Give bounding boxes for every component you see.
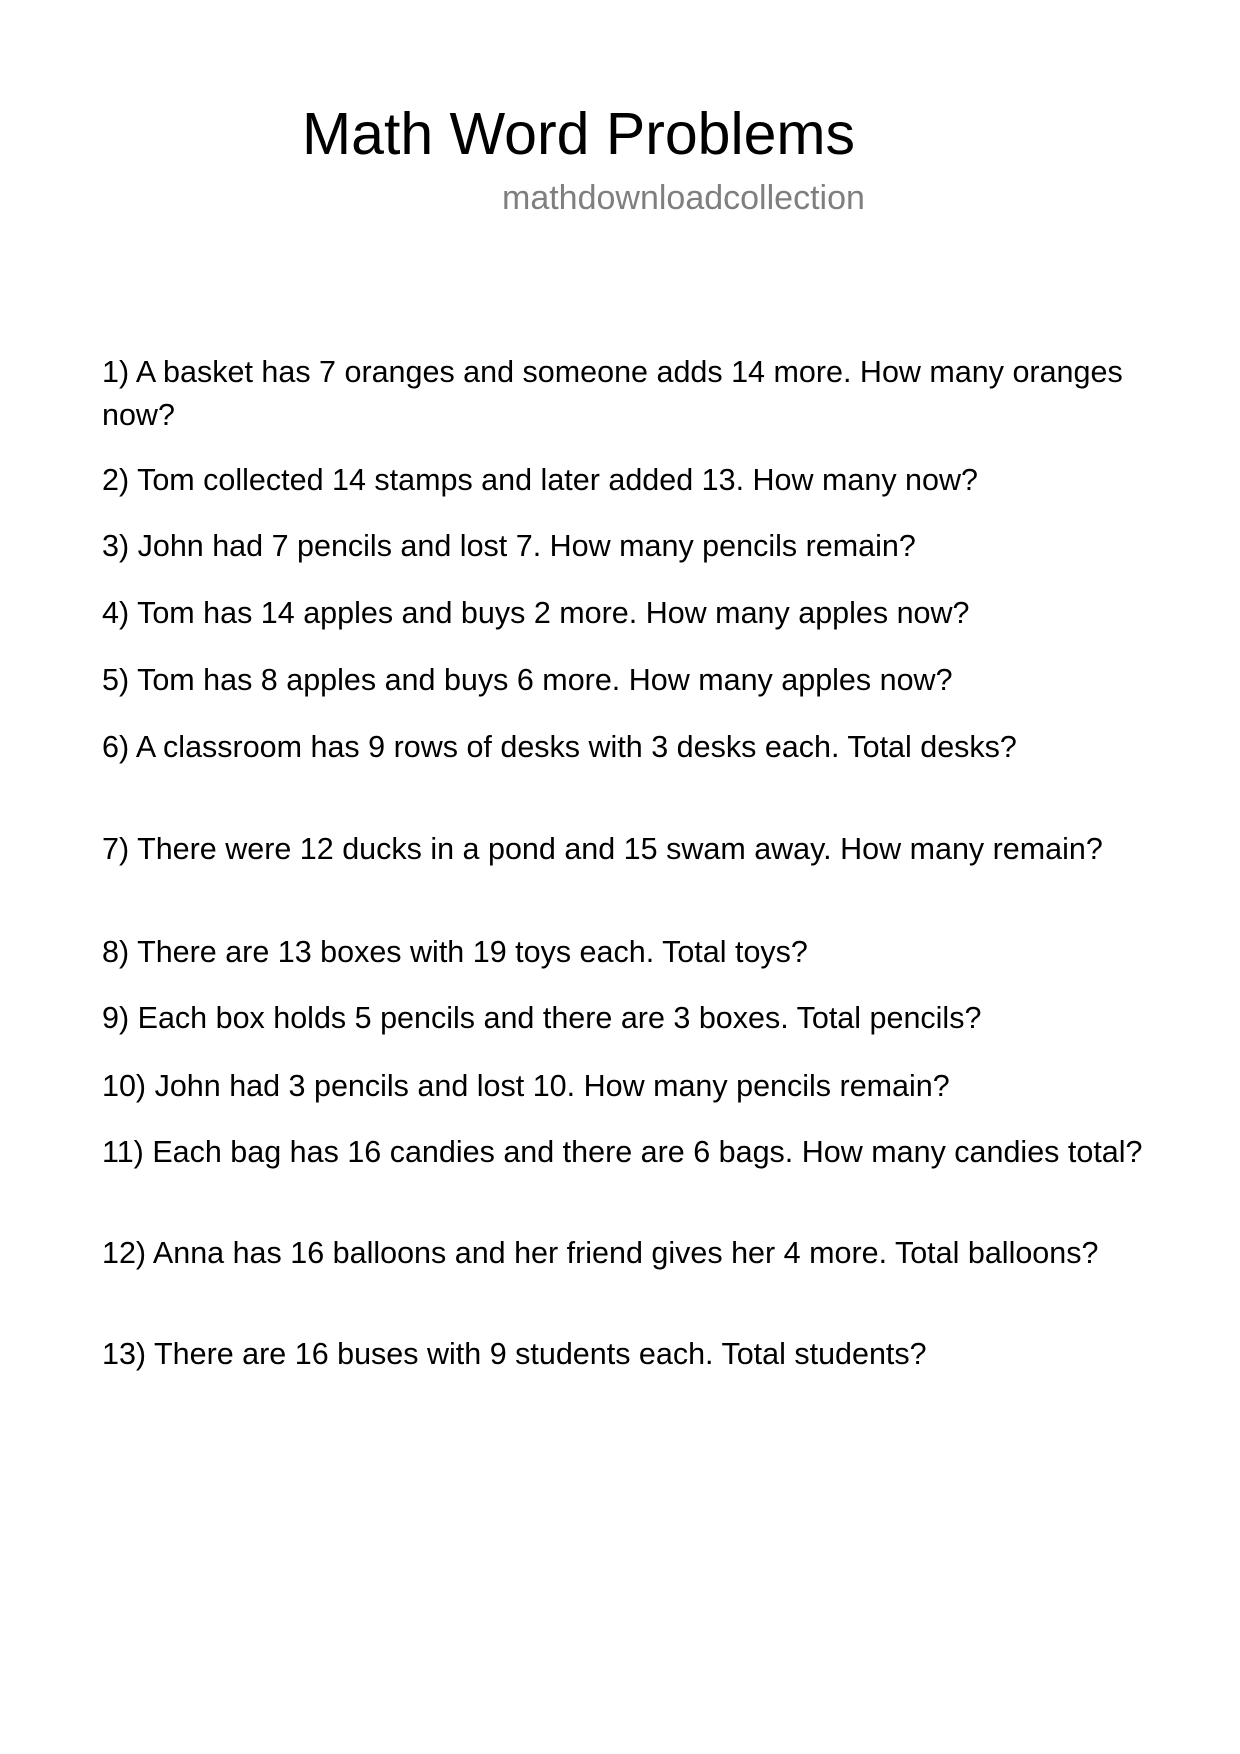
problem-item <box>102 592 1147 635</box>
problem-text: Each box holds 5 pencils and there are 3 boxes. Total pencils? <box>137 1001 982 1035</box>
problem-text: Each bag has 16 candies and there are 6 bags. How many candies total? <box>152 1135 1143 1169</box>
problem-text: There are 13 boxes with 19 toys each. Total toys? <box>137 935 808 969</box>
problem-text: Tom collected 14 stamps and later added 13. How many now? <box>137 463 978 497</box>
problem-text: Tom has 8 apples and buys 6 more. How many apples now? <box>137 663 953 697</box>
problem-text: John had 7 pencils and lost 7. How many pencils remain? <box>137 529 916 563</box>
problem-number: 9) <box>102 1001 130 1035</box>
problem-item <box>102 459 1147 502</box>
problem-item <box>102 1131 1147 1174</box>
problem-number: 7) <box>102 832 130 866</box>
problem-number: 10) <box>102 1069 147 1103</box>
problem-item <box>102 1065 1147 1108</box>
problem-item <box>102 931 1147 974</box>
problem-number: 3) <box>102 529 130 563</box>
problem-text: Tom has 14 apples and buys 2 more. How many apples now? <box>137 596 970 630</box>
problem-number: 13) <box>102 1337 147 1371</box>
problem-number: 12) <box>102 1236 147 1270</box>
page-subtitle: mathdownloadcollection <box>502 179 865 217</box>
problem-item <box>102 726 1147 769</box>
problem-item <box>102 828 1147 871</box>
problem-number: 4) <box>102 596 130 630</box>
problem-item <box>102 659 1147 702</box>
problem-number: 6) <box>102 730 130 764</box>
problem-number: 11) <box>102 1135 144 1169</box>
problem-text: There are 16 buses with 9 students each. Total students? <box>154 1337 927 1371</box>
problem-text: A basket has 7 oranges and someone adds 14 more. How many oranges now? <box>102 355 1123 432</box>
problem-item <box>102 997 1147 1040</box>
problem-text: A classroom has 9 rows of desks with 3 desks each. Total desks? <box>135 730 1017 764</box>
problem-text: There were 12 ducks in a pond and 15 swam away. How many remain? <box>137 832 1103 866</box>
page-title: Math Word Problems <box>302 101 856 167</box>
problem-item <box>102 1333 1147 1376</box>
problem-number: 8) <box>102 935 130 969</box>
problem-number: 5) <box>102 663 130 697</box>
problem-number: 1) <box>102 355 130 389</box>
problem-item <box>102 351 1147 437</box>
problem-text: John had 3 pencils and lost 10. How many pencils remain? <box>154 1069 950 1103</box>
problem-item <box>102 525 1147 568</box>
problem-text: Anna has 16 balloons and her friend gives her 4 more. Total balloons? <box>152 1236 1099 1270</box>
problem-number: 2) <box>102 463 130 497</box>
problem-item <box>102 1232 1147 1275</box>
